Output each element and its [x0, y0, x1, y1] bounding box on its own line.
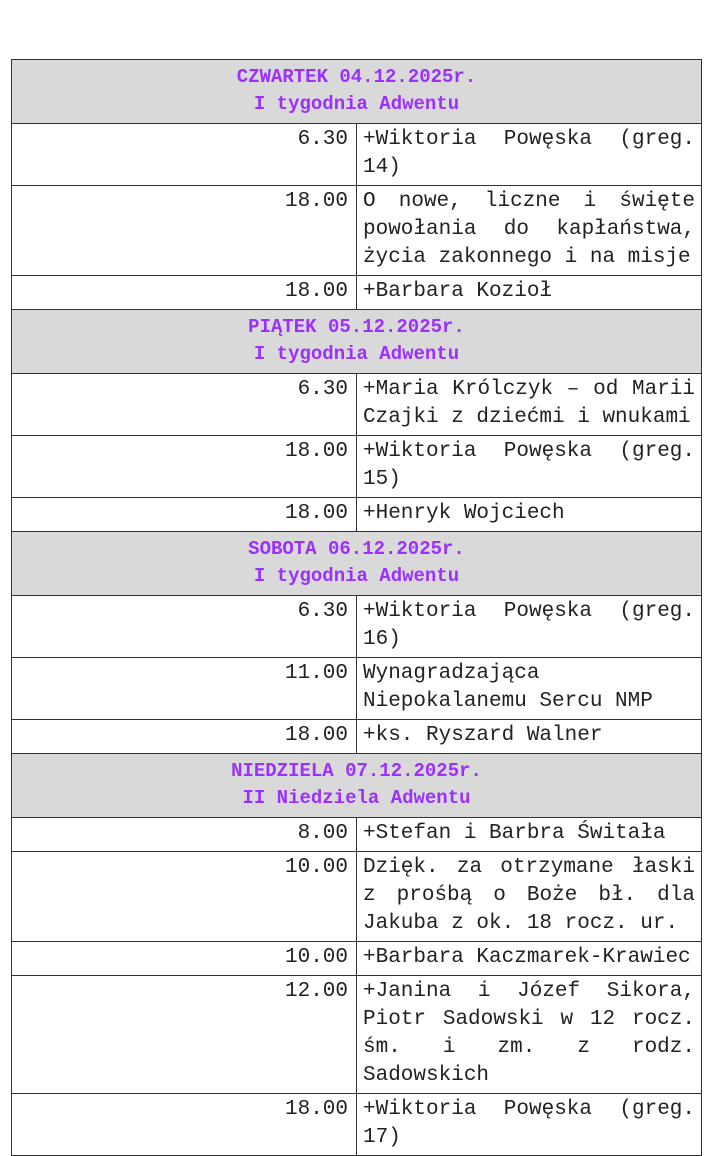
mass-intention: +ks. Ryszard Walner	[357, 720, 702, 754]
mass-time: 12.00	[12, 976, 357, 1094]
mass-row	[12, 124, 702, 186]
day-header-row	[12, 754, 702, 818]
mass-time: 6.30	[12, 124, 357, 186]
mass-time: 11.00	[12, 658, 357, 720]
mass-intention: +Wiktoria Powęska (greg. 17)	[357, 1094, 702, 1156]
mass-intention: Wynagradzająca Niepokalanemu Sercu NMP	[357, 658, 702, 720]
mass-schedule-body	[12, 60, 702, 1156]
day-subtitle: II Niedziela Adwentu	[242, 787, 471, 809]
mass-time: 18.00	[12, 720, 357, 754]
mass-time: 18.00	[12, 436, 357, 498]
mass-row	[12, 1094, 702, 1156]
day-header-row	[12, 60, 702, 124]
mass-intention: +Wiktoria Powęska (greg. 14)	[357, 124, 702, 186]
mass-intention: O nowe, liczne i święte powołania do kapłaństwa, życia zakonnego i na misje	[357, 186, 702, 276]
mass-row	[12, 436, 702, 498]
day-subtitle: I tygodnia Adwentu	[253, 93, 460, 115]
mass-row	[12, 976, 702, 1094]
day-subtitle: I tygodnia Adwentu	[253, 565, 460, 587]
mass-row	[12, 186, 702, 276]
day-header-cell	[12, 754, 702, 818]
mass-row	[12, 818, 702, 852]
mass-time: 18.00	[12, 498, 357, 532]
mass-intention: +Barbara Kozioł	[357, 276, 702, 310]
day-header-cell	[12, 60, 702, 124]
mass-row	[12, 498, 702, 532]
mass-intention: Dzięk. za otrzymane łaski z prośbą o Boże bł. dla Jakuba z ok. 18 rocz. ur.	[357, 852, 702, 942]
day-title: NIEDZIELA 07.12.2025r.	[231, 760, 482, 782]
mass-row	[12, 852, 702, 942]
mass-time: 18.00	[12, 276, 357, 310]
day-title: SOBOTA 06.12.2025r.	[248, 538, 465, 560]
mass-row	[12, 720, 702, 754]
mass-intention: +Wiktoria Powęska (greg. 16)	[357, 596, 702, 658]
mass-row	[12, 942, 702, 976]
day-subtitle: I tygodnia Adwentu	[253, 343, 460, 365]
mass-row	[12, 658, 702, 720]
mass-intention: +Janina i Józef Sikora, Piotr Sadowski w 12 rocz. śm. i zm. z rodz. Sadowskich	[357, 976, 702, 1094]
mass-intention: +Stefan i Barbra Świtała	[357, 818, 702, 852]
mass-intention: +Henryk Wojciech	[357, 498, 702, 532]
mass-time: 18.00	[12, 186, 357, 276]
mass-row	[12, 374, 702, 436]
day-header-row	[12, 310, 702, 374]
day-title: CZWARTEK 04.12.2025r.	[236, 66, 477, 88]
day-title: PIĄTEK 05.12.2025r.	[248, 316, 465, 338]
day-header-cell	[12, 532, 702, 596]
mass-intention: +Maria Królczyk – od Marii Czajki z dziećmi i wnukami	[357, 374, 702, 436]
day-header-row	[12, 532, 702, 596]
mass-row	[12, 276, 702, 310]
mass-schedule-table	[11, 59, 702, 1156]
mass-time: 18.00	[12, 1094, 357, 1156]
mass-time: 10.00	[12, 942, 357, 976]
mass-time: 10.00	[12, 852, 357, 942]
mass-row	[12, 596, 702, 658]
mass-time: 6.30	[12, 374, 357, 436]
mass-intention: +Barbara Kaczmarek-Krawiec	[357, 942, 702, 976]
mass-intention: +Wiktoria Powęska (greg. 15)	[357, 436, 702, 498]
mass-time: 6.30	[12, 596, 357, 658]
day-header-cell	[12, 310, 702, 374]
mass-time: 8.00	[12, 818, 357, 852]
